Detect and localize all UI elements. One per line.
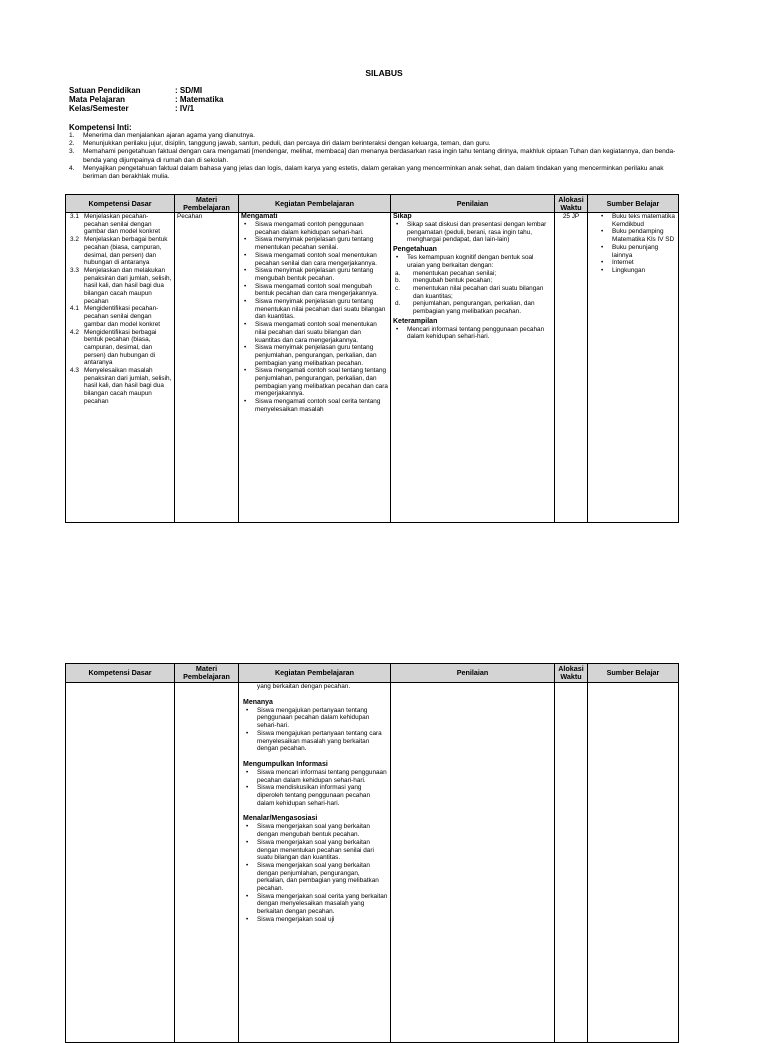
kd-text: Mengidentifikasi berbagai bentuk pecahan (biasa, campuran, desimal, dan persen) dan hubungan di antaranya [84, 328, 157, 367]
sub-text: penjumlahan, pengurangan, perkalian, dan pembagian yang melibatkan pecahan. [413, 300, 535, 316]
info-label: Kelas/Semester [69, 104, 129, 113]
list-item: • Buku penunjang lainnya [612, 244, 676, 259]
list-item: • Siswa mengamati contoh soal tentang tentang penjumlahan, pengurangan, perkalian, dan pembagian yang melibatkan pecahan dan cara mengerjakannya. [255, 367, 388, 398]
kegiatan-heading-informasi: Mengumpulkan Informasi [243, 760, 328, 768]
list-item: • Siswa mengerjakan soal yang berkaitan dengan penjumlahan, pengurangan, perkalian, dan pembagian yang melibatkan pecahan. [257, 862, 388, 893]
header-alokasi-line1: Alokasi [558, 664, 584, 673]
cell-kompetensi-dasar [66, 213, 175, 523]
cell-materi: Pecahan [175, 213, 239, 523]
sub-marker: b. [395, 277, 401, 285]
list-item: • Internet [612, 259, 676, 267]
cell-materi [175, 683, 239, 1043]
ki-number: 4. [69, 164, 75, 172]
header-alokasi [555, 195, 588, 213]
kompetensi-inti-list [69, 132, 679, 181]
list-item: • Siswa menyimak penjelasan guru tentang penjumlahan, pengurangan, perkalian, dan pembagian yang melibatkan pecahan. [255, 344, 388, 367]
list-item [395, 269, 552, 278]
sub-text: menentukan pecahan senilai; [413, 269, 497, 277]
kd-text: Menjelaskan dan melakukan penaksiran dari jumlah, selisih, hasil kali, dan hasil bagi dua bilangan cacah maupun pecahan [84, 266, 172, 305]
kd-item [70, 267, 172, 306]
ki-text: Memahami pengetahuan faktual dengan cara mengamati [mendengar, melihat, membaca] dan menanya berdasarkan rasa ingin tahu tentang dirinya, makhluk ciptaan Tuhan dan kegiatannya, dan benda-benda yang dijumpainya di rumah dan di sekolah. [83, 148, 676, 164]
info-value: : SD/MI [175, 86, 203, 95]
header-kompetensi-dasar: Kompetensi Dasar [66, 664, 175, 683]
ki-text: Menyajikan pengetahuan faktual dalam bahasa yang jelas dan logis, dalam karya yang estetis, dalam gerakan yang mencerminkan anak sehat, dan dalam tindakan yang mencerminkan perilaku anak beriman dan berakhlak mulia. [83, 164, 664, 181]
header-materi-line2: Pembelajaran [183, 672, 230, 681]
header-kegiatan: Kegiatan Pembelajaran [239, 195, 391, 213]
header-materi-line2: Pembelajaran [183, 202, 230, 212]
list-item: • Mencari informasi tentang penggunaan pecahan dalam kehidupan sehari-hari. [407, 326, 552, 341]
list-item: • Siswa mengamati contoh soal menentukan nilai pecahan dari suatu bilangan dan kuantitas dan cara mengerjakannya. [255, 321, 388, 344]
kd-item [70, 329, 172, 368]
kd-item [70, 305, 172, 328]
kd-item [70, 236, 172, 267]
ki-item [69, 148, 679, 164]
kegiatan-continuation: yang berkaitan dengan pecahan. [257, 683, 351, 690]
cell-alokasi: 25 JP [555, 213, 588, 523]
list-item: • Siswa mengamati contoh soal mengubah bentuk pecahan dan cara mengerjakannya. [255, 283, 388, 298]
header-alokasi-line2: Waktu [560, 202, 582, 212]
table-row [66, 683, 679, 1043]
list-item: • Sikap saat diskusi dan presentasi dengan lembar pengamatan (peduli, berani, rasa ingin tahu, menghargai pendapat, dan lain-lain) [407, 221, 552, 244]
list-item: • Siswa menyimak penjelasan guru tentang menentukan pecahan senilai. [255, 236, 388, 251]
list-item: • Buku teks matematika Kemdikbud [612, 213, 676, 228]
list-item: • Siswa mengerjakan soal cerita yang berkaitan dengan menyelesaikan masalah yang berkaitan dengan pecahan. [257, 893, 388, 916]
informasi-list [243, 769, 388, 808]
table-header-row [66, 195, 679, 213]
info-row-satuan [69, 86, 223, 95]
header-kompetensi-dasar: Kompetensi Dasar [66, 195, 175, 213]
list-item: • Siswa menyimak penjelasan guru tentang menentukan nilai pecahan dari suatu bilangan dan kuantitas. [255, 298, 388, 321]
sub-marker: d. [395, 300, 401, 308]
list-item: • Siswa mengamati contoh soal menentukan pecahan senilai dan cara mengerjakannya. [255, 252, 388, 267]
list-item: • Siswa mengerjakan soal yang berkaitan dengan menentukan pecahan senilai dari suatu bilangan dan kuantitas. [257, 839, 388, 862]
list-item: • Siswa mencari informasi tentang penggunaan pecahan dalam kehidupan sehari-hari. [257, 769, 388, 784]
cell-kegiatan [239, 213, 391, 523]
kd-text: Menjelaskan berbagai bentuk pecahan (biasa, campuran, desimal, dan persen) dan hubungan di antaranya [84, 236, 168, 267]
list-item: • Siswa mengerjakan soal uji [257, 916, 388, 924]
header-kegiatan: Kegiatan Pembelajaran [239, 664, 391, 683]
cell-kegiatan [239, 683, 391, 1043]
header-sumber: Sumber Belajar [588, 664, 679, 683]
kd-text: Menyelesaikan masalah penaksiran dari jumlah, selisih, hasil kali, dan hasil bagi dua bilangan cacah maupun pecahan [84, 367, 172, 405]
info-row-mapel [69, 95, 223, 104]
penilaian-heading-keterampilan: Keterampilan [393, 317, 438, 325]
info-label: Mata Pelajaran [69, 95, 126, 104]
list-item: • Siswa mengajukan pertanyaan tentang penggunaan pecahan dalam kehidupan sehari-hari. [257, 707, 388, 730]
ki-item [69, 132, 679, 140]
ki-number: 2. [69, 140, 75, 148]
kompetensi-inti-heading: Kompetensi Inti: [69, 123, 132, 132]
ki-text: Menerima dan menjalankan ajaran agama yang dianutnya. [83, 132, 255, 139]
list-item [395, 284, 552, 300]
kd-text: Menjelaskan pecahan-pecahan senilai dengan gambar dan model konkret [84, 213, 161, 236]
ki-number: 1. [69, 132, 75, 139]
cell-penilaian [391, 213, 555, 523]
list-item: • Siswa mendiskusikan informasi yang diperoleh tentang penggunaan pecahan dalam kehidupan sehari-hari. [257, 784, 388, 807]
list-item [395, 277, 552, 285]
kd-number: 3.3 [70, 266, 79, 274]
list-item: • Tes kemampuan kognitif dengan bentuk soal uraian yang berkaitan dengan: [407, 254, 552, 269]
kd-text: Mengidentifikasi pecahan-pecahan senilai dengan gambar dan model konkret [84, 305, 161, 328]
kegiatan-heading-menanya: Menanya [243, 698, 273, 706]
cell-penilaian [391, 683, 555, 1043]
keterampilan-list [393, 326, 552, 341]
header-alokasi [555, 664, 588, 683]
ki-item [69, 140, 679, 148]
kd-item [70, 213, 172, 236]
info-value: : Matematika [175, 95, 224, 104]
penilaian-heading-pengetahuan: Pengetahuan [393, 246, 437, 254]
cell-sumber-belajar [588, 683, 679, 1043]
header-materi-line1: Materi [195, 664, 218, 673]
kd-number: 4.2 [70, 328, 79, 336]
cell-sumber-belajar [588, 213, 679, 523]
sub-text: mengubah bentuk pecahan; [413, 277, 493, 285]
list-item [395, 300, 552, 316]
spacer [243, 691, 388, 699]
header-materi [175, 664, 239, 683]
info-row-kelas [69, 104, 223, 113]
header-sumber: Sumber Belajar [588, 195, 679, 213]
spacer [243, 753, 388, 761]
menanya-list [243, 707, 388, 753]
header-alokasi-line2: Waktu [560, 672, 582, 681]
ki-item [69, 165, 679, 181]
kegiatan-heading-mengamati: Mengamati [241, 213, 278, 220]
pengetahuan-sublist [393, 270, 552, 316]
kegiatan-heading-menalar: Menalar/Mengasosiasi [243, 815, 318, 823]
menalar-list [243, 823, 388, 923]
sikap-list [393, 221, 552, 244]
header-materi [175, 195, 239, 213]
sub-text: menentukan nilai pecahan dari suatu bilangan dan kuantitas; [413, 284, 544, 300]
syllabus-table-page2 [65, 663, 679, 1043]
list-item: • Siswa menyimak penjelasan guru tentang mengubah bentuk pecahan. [255, 267, 388, 282]
info-label: Satuan Pendidikan [69, 86, 141, 95]
list-item: • Siswa mengamati contoh soal cerita tentang menyelesaikan masalah [255, 398, 388, 413]
document-title: SILABUS [365, 68, 403, 78]
spacer [243, 807, 388, 815]
identity-block [69, 86, 223, 113]
pengetahuan-list [393, 254, 552, 269]
header-penilaian: Penilaian [391, 195, 555, 213]
kd-number: 4.3 [70, 367, 79, 375]
list-item: • Siswa mengajukan pertanyaan tentang cara menyelesaikan masalah yang berkaitan dengan pecahan. [257, 730, 388, 753]
list-item: • Buku pendamping Matematika Kls IV SD [612, 228, 676, 243]
cell-alokasi [555, 683, 588, 1043]
sub-marker: c. [395, 284, 400, 292]
penilaian-heading-sikap: Sikap [393, 213, 412, 220]
ki-text: Menunjukkan perilaku jujur, disiplin, tanggung jawab, santun, peduli, dan percaya diri dalam berinteraksi dengan keluarga, teman, dan guru. [83, 140, 491, 148]
kd-item [70, 367, 172, 406]
table-row [66, 213, 679, 523]
table-header-row [66, 664, 679, 683]
kd-number: 4.1 [70, 305, 79, 313]
kd-number: 3.1 [70, 213, 79, 220]
header-materi-line1: Materi [195, 194, 218, 204]
list-item: • Siswa mengamati contoh penggunaan pecahan dalam kehidupan sehari-hari. [255, 221, 388, 236]
kegiatan-list [241, 221, 388, 414]
sub-marker: a. [395, 269, 401, 277]
header-alokasi-line1: Alokasi [558, 194, 584, 204]
info-value: : IV/1 [175, 104, 195, 113]
syllabus-table-page1 [65, 194, 679, 523]
list-item: • Siswa mengerjakan soal yang berkaitan dengan mengubah bentuk pecahan. [257, 823, 388, 838]
sumber-list [590, 213, 676, 275]
cell-kompetensi-dasar [66, 683, 175, 1043]
list-item: • Lingkungan [612, 267, 676, 275]
ki-number: 3. [69, 148, 75, 156]
header-penilaian: Penilaian [391, 664, 555, 683]
kd-number: 3.2 [70, 236, 79, 244]
